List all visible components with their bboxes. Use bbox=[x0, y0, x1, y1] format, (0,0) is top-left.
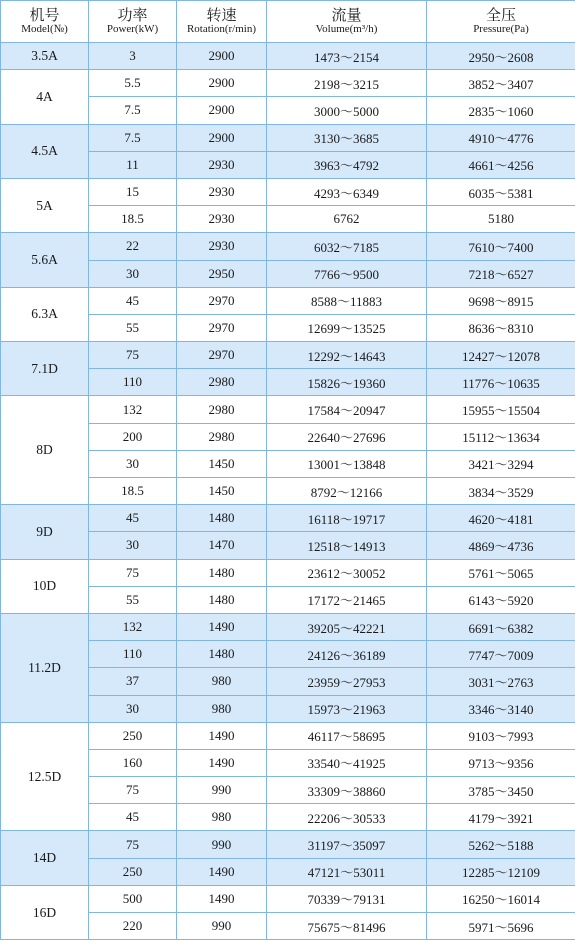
volume-cell: 8588～11883 bbox=[267, 287, 427, 314]
pressure-cell: 5180 bbox=[427, 206, 575, 233]
power-cell: 250 bbox=[89, 722, 177, 749]
pressure-cell: 4661～4256 bbox=[427, 151, 575, 178]
header-model bbox=[1, 1, 89, 43]
header-volume bbox=[267, 1, 427, 43]
rotation-cell: 2980 bbox=[177, 369, 267, 396]
power-cell: 500 bbox=[89, 885, 177, 912]
table-body bbox=[1, 43, 575, 940]
pressure-cell: 7610～7400 bbox=[427, 233, 575, 260]
model-cell: 3.5A bbox=[1, 43, 89, 70]
pressure-cell: 3834～3529 bbox=[427, 478, 575, 505]
power-cell: 160 bbox=[89, 749, 177, 776]
model-cell: 10D bbox=[1, 559, 89, 613]
header-pressure-cn: 全压 bbox=[485, 5, 516, 24]
volume-cell: 12699～13525 bbox=[267, 314, 427, 341]
table-row bbox=[1, 124, 575, 151]
pressure-cell: 4869～4736 bbox=[427, 532, 575, 559]
model-cell: 14D bbox=[1, 831, 89, 885]
model-cell: 9D bbox=[1, 505, 89, 559]
pressure-cell: 15112～13634 bbox=[427, 423, 575, 450]
header-power-cn: 功率 bbox=[117, 5, 148, 24]
model-cell: 16D bbox=[1, 885, 89, 939]
table-row bbox=[1, 559, 575, 586]
rotation-cell: 2930 bbox=[177, 206, 267, 233]
rotation-cell: 2930 bbox=[177, 151, 267, 178]
rotation-cell: 2900 bbox=[177, 97, 267, 124]
rotation-cell: 1490 bbox=[177, 613, 267, 640]
rotation-cell: 2980 bbox=[177, 396, 267, 423]
rotation-cell: 2900 bbox=[177, 124, 267, 151]
rotation-cell: 2900 bbox=[177, 43, 267, 70]
pressure-cell: 7747～7009 bbox=[427, 641, 575, 668]
rotation-cell: 1490 bbox=[177, 885, 267, 912]
rotation-cell: 980 bbox=[177, 695, 267, 722]
rotation-cell: 2930 bbox=[177, 178, 267, 205]
pressure-cell: 4620～4181 bbox=[427, 505, 575, 532]
table-row bbox=[1, 396, 575, 423]
volume-cell: 22206～30533 bbox=[267, 804, 427, 831]
model-cell: 11.2D bbox=[1, 613, 89, 722]
rotation-cell: 1450 bbox=[177, 478, 267, 505]
rotation-cell: 2970 bbox=[177, 314, 267, 341]
pressure-cell: 9713～9356 bbox=[427, 749, 575, 776]
power-cell: 18.5 bbox=[89, 478, 177, 505]
pressure-cell: 3421～3294 bbox=[427, 450, 575, 477]
power-cell: 3 bbox=[89, 43, 177, 70]
volume-cell: 70339～79131 bbox=[267, 885, 427, 912]
rotation-cell: 1490 bbox=[177, 749, 267, 776]
header-model-en: Model(№) bbox=[21, 22, 68, 35]
pressure-cell: 11776～10635 bbox=[427, 369, 575, 396]
table-row bbox=[1, 70, 575, 97]
pressure-cell: 6035～5381 bbox=[427, 178, 575, 205]
model-cell: 5A bbox=[1, 178, 89, 232]
model-cell: 4A bbox=[1, 70, 89, 124]
rotation-cell: 1490 bbox=[177, 858, 267, 885]
power-cell: 30 bbox=[89, 695, 177, 722]
table-row bbox=[1, 342, 575, 369]
pressure-cell: 3852～3407 bbox=[427, 70, 575, 97]
power-cell: 30 bbox=[89, 532, 177, 559]
power-cell: 55 bbox=[89, 314, 177, 341]
header-volume-cn: 流量 bbox=[331, 5, 362, 24]
volume-cell: 12518～14913 bbox=[267, 532, 427, 559]
pressure-cell: 12285～12109 bbox=[427, 858, 575, 885]
pressure-cell: 16250～16014 bbox=[427, 885, 575, 912]
header-model-cn: 机号 bbox=[29, 5, 60, 24]
rotation-cell: 1450 bbox=[177, 450, 267, 477]
model-cell: 6.3A bbox=[1, 287, 89, 341]
model-cell: 12.5D bbox=[1, 722, 89, 831]
table-row bbox=[1, 178, 575, 205]
table-row bbox=[1, 722, 575, 749]
power-cell: 45 bbox=[89, 804, 177, 831]
rotation-cell: 990 bbox=[177, 913, 267, 940]
power-cell: 11 bbox=[89, 151, 177, 178]
rotation-cell: 990 bbox=[177, 831, 267, 858]
power-cell: 15 bbox=[89, 178, 177, 205]
volume-cell: 16118～19717 bbox=[267, 505, 427, 532]
volume-cell: 15826～19360 bbox=[267, 369, 427, 396]
rotation-cell: 1470 bbox=[177, 532, 267, 559]
pressure-cell: 3785～3450 bbox=[427, 777, 575, 804]
volume-cell: 24126～36189 bbox=[267, 641, 427, 668]
rotation-cell: 2930 bbox=[177, 233, 267, 260]
volume-cell: 7766～9500 bbox=[267, 260, 427, 287]
rotation-cell: 1490 bbox=[177, 722, 267, 749]
pressure-cell: 15955～15504 bbox=[427, 396, 575, 423]
pressure-cell: 9103～7993 bbox=[427, 722, 575, 749]
header-volume-en: Volume(m³/h) bbox=[315, 22, 378, 35]
volume-cell: 3000～5000 bbox=[267, 97, 427, 124]
header-power-en: Power(kW) bbox=[106, 22, 159, 35]
header-pressure bbox=[427, 1, 575, 43]
rotation-cell: 980 bbox=[177, 804, 267, 831]
volume-cell: 1473～2154 bbox=[267, 43, 427, 70]
pressure-cell: 5971～5696 bbox=[427, 913, 575, 940]
table-row bbox=[1, 831, 575, 858]
power-cell: 75 bbox=[89, 831, 177, 858]
rotation-cell: 2970 bbox=[177, 287, 267, 314]
table-row bbox=[1, 287, 575, 314]
pressure-cell: 8636～8310 bbox=[427, 314, 575, 341]
volume-cell: 15973～21963 bbox=[267, 695, 427, 722]
pressure-cell: 9698～8915 bbox=[427, 287, 575, 314]
pressure-cell: 6143～5920 bbox=[427, 586, 575, 613]
volume-cell: 31197～35097 bbox=[267, 831, 427, 858]
rotation-cell: 2950 bbox=[177, 260, 267, 287]
power-cell: 110 bbox=[89, 641, 177, 668]
power-cell: 250 bbox=[89, 858, 177, 885]
table-row bbox=[1, 613, 575, 640]
volume-cell: 4293～6349 bbox=[267, 178, 427, 205]
rotation-cell: 980 bbox=[177, 668, 267, 695]
volume-cell: 33309～38860 bbox=[267, 777, 427, 804]
rotation-cell: 2900 bbox=[177, 70, 267, 97]
rotation-cell: 2980 bbox=[177, 423, 267, 450]
model-cell: 5.6A bbox=[1, 233, 89, 287]
volume-cell: 22640～27696 bbox=[267, 423, 427, 450]
volume-cell: 12292～14643 bbox=[267, 342, 427, 369]
pressure-cell: 2950～2608 bbox=[427, 43, 575, 70]
pressure-cell: 3346～3140 bbox=[427, 695, 575, 722]
rotation-cell: 1480 bbox=[177, 641, 267, 668]
volume-cell: 17584～20947 bbox=[267, 396, 427, 423]
header-pressure-en: Pressure(Pa) bbox=[473, 22, 529, 35]
power-cell: 45 bbox=[89, 287, 177, 314]
power-cell: 22 bbox=[89, 233, 177, 260]
rotation-cell: 1480 bbox=[177, 505, 267, 532]
volume-cell: 8792～12166 bbox=[267, 478, 427, 505]
table-row bbox=[1, 505, 575, 532]
volume-cell: 23959～27953 bbox=[267, 668, 427, 695]
table-row bbox=[1, 233, 575, 260]
volume-cell: 46117～58695 bbox=[267, 722, 427, 749]
pressure-cell: 5262～5188 bbox=[427, 831, 575, 858]
power-cell: 75 bbox=[89, 777, 177, 804]
rotation-cell: 990 bbox=[177, 777, 267, 804]
power-cell: 5.5 bbox=[89, 70, 177, 97]
pressure-cell: 6691～6382 bbox=[427, 613, 575, 640]
model-cell: 7.1D bbox=[1, 342, 89, 396]
power-cell: 132 bbox=[89, 613, 177, 640]
pressure-cell: 12427～12078 bbox=[427, 342, 575, 369]
power-cell: 30 bbox=[89, 450, 177, 477]
pressure-cell: 7218～6527 bbox=[427, 260, 575, 287]
header-power bbox=[89, 1, 177, 43]
volume-cell: 2198～3215 bbox=[267, 70, 427, 97]
volume-cell: 23612～30052 bbox=[267, 559, 427, 586]
volume-cell: 75675～81496 bbox=[267, 913, 427, 940]
model-cell: 4.5A bbox=[1, 124, 89, 178]
pressure-cell: 2835～1060 bbox=[427, 97, 575, 124]
power-cell: 7.5 bbox=[89, 97, 177, 124]
volume-cell: 3130～3685 bbox=[267, 124, 427, 151]
pressure-cell: 4179～3921 bbox=[427, 804, 575, 831]
power-cell: 45 bbox=[89, 505, 177, 532]
power-cell: 110 bbox=[89, 369, 177, 396]
power-cell: 7.5 bbox=[89, 124, 177, 151]
volume-cell: 33540～41925 bbox=[267, 749, 427, 776]
pressure-cell: 3031～2763 bbox=[427, 668, 575, 695]
volume-cell: 6032～7185 bbox=[267, 233, 427, 260]
header-rotation-cn: 转速 bbox=[206, 5, 237, 24]
power-cell: 200 bbox=[89, 423, 177, 450]
rotation-cell: 2970 bbox=[177, 342, 267, 369]
header-rotation-en: Rotation(r/min) bbox=[186, 22, 257, 35]
volume-cell: 6762 bbox=[267, 206, 427, 233]
power-cell: 75 bbox=[89, 559, 177, 586]
pressure-cell: 5761～5065 bbox=[427, 559, 575, 586]
pressure-cell: 4910～4776 bbox=[427, 124, 575, 151]
table-row bbox=[1, 43, 575, 70]
volume-cell: 3963～4792 bbox=[267, 151, 427, 178]
header-rotation bbox=[177, 1, 267, 43]
header-row bbox=[1, 1, 575, 43]
power-cell: 220 bbox=[89, 913, 177, 940]
power-cell: 18.5 bbox=[89, 206, 177, 233]
volume-cell: 39205～42221 bbox=[267, 613, 427, 640]
power-cell: 30 bbox=[89, 260, 177, 287]
rotation-cell: 1480 bbox=[177, 559, 267, 586]
table-row bbox=[1, 885, 575, 912]
volume-cell: 13001～13848 bbox=[267, 450, 427, 477]
power-cell: 75 bbox=[89, 342, 177, 369]
volume-cell: 47121～53011 bbox=[267, 858, 427, 885]
power-cell: 132 bbox=[89, 396, 177, 423]
power-cell: 55 bbox=[89, 586, 177, 613]
model-cell: 8D bbox=[1, 396, 89, 505]
rotation-cell: 1480 bbox=[177, 586, 267, 613]
volume-cell: 17172～21465 bbox=[267, 586, 427, 613]
power-cell: 37 bbox=[89, 668, 177, 695]
